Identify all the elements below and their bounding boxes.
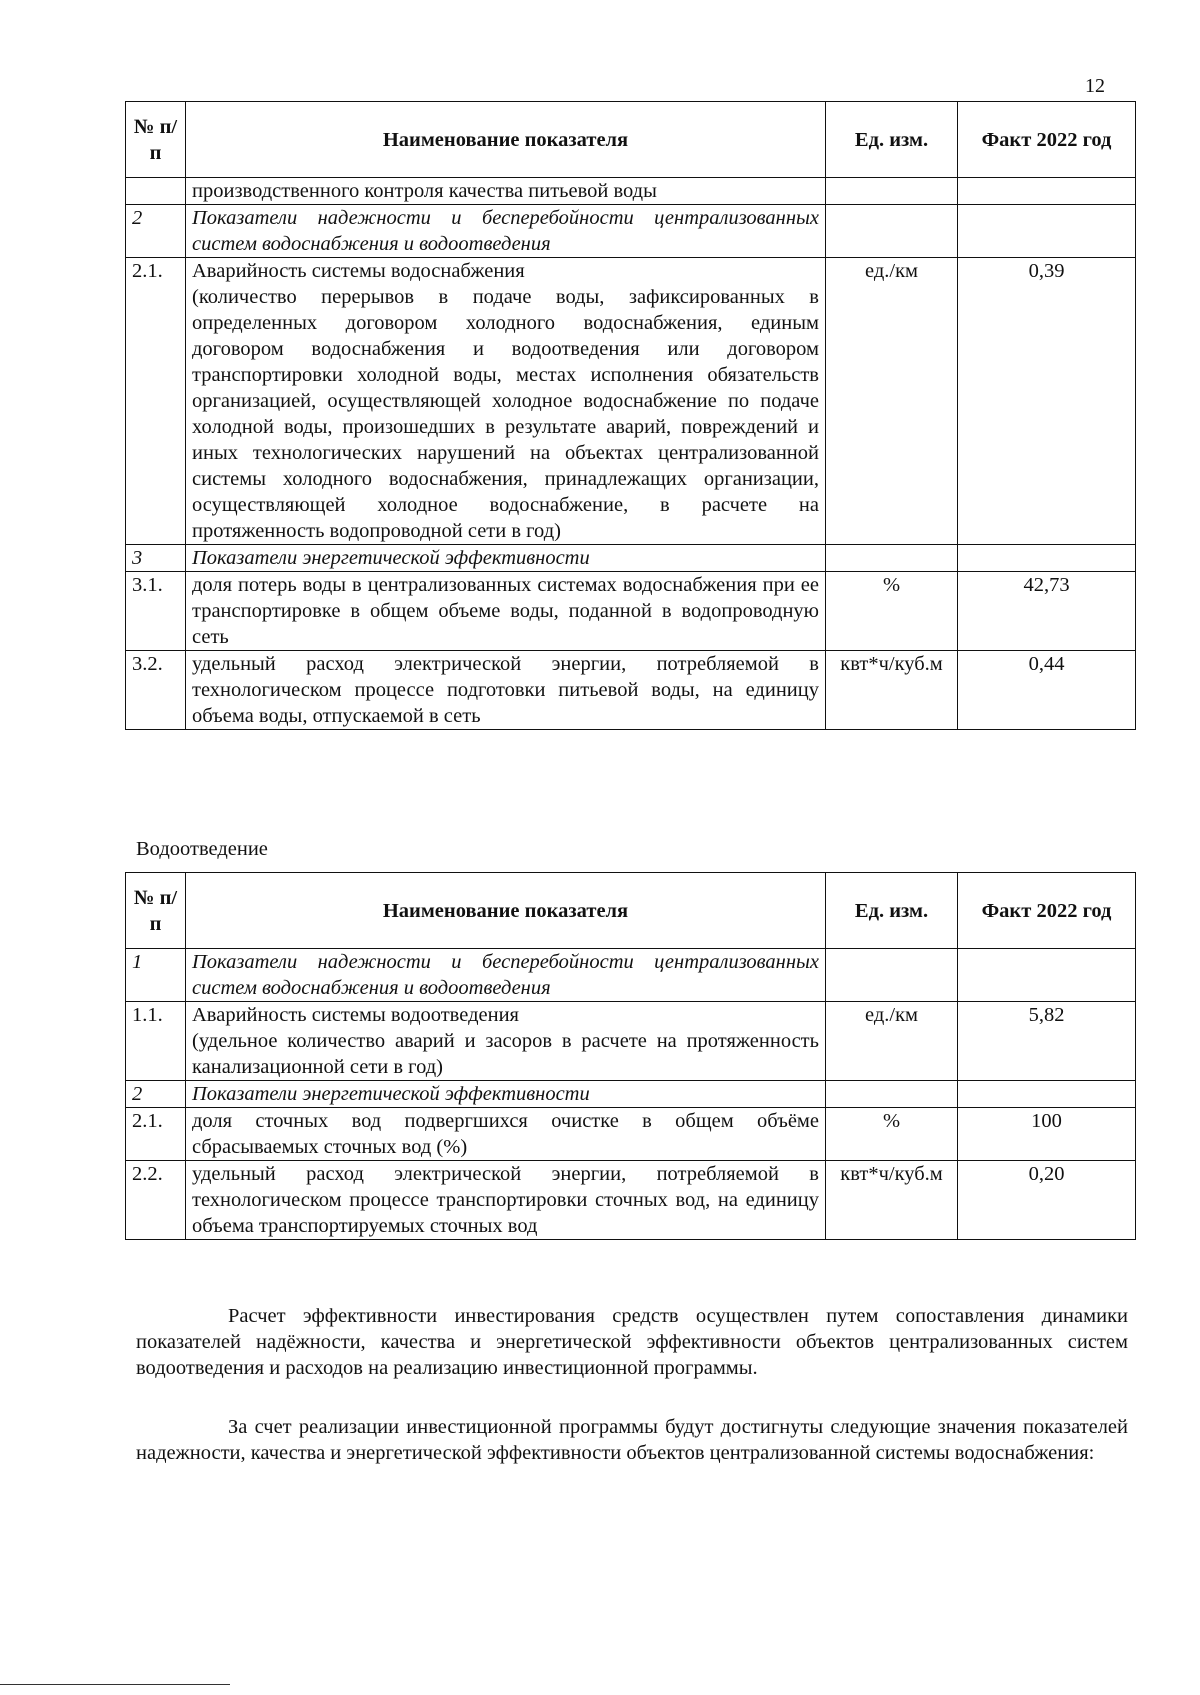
row-name-cell <box>186 258 826 545</box>
table-row <box>126 572 1136 651</box>
row-name: доля потерь воды в централизованных системах водоснабжения при ее транспортировке в общем объеме воды, поданной в водопроводную сеть <box>186 572 826 651</box>
row-value <box>958 545 1136 572</box>
row-num: 1.1. <box>126 1002 186 1081</box>
row-name-detail: (количество перерывов в подаче воды, зафиксированных в определенных договором холодного водоснабжения, единым договором водоснабжения и водоотведения или договором транспортировки холодной воды, местах исполнения обязательств организацией, осуществляющей холодное водоснабжение по подаче холодной воды, произошедших в результате аварий, повреждений и иных технологических нарушений на объектах централизованной системы холодного водоснабжения, принадлежащих организации, осуществляющей холодное водоснабжение, в расчете на протяженность водопроводной сети в год) <box>192 286 819 542</box>
row-unit: ед./км <box>826 258 958 545</box>
table-header-row <box>126 873 1136 949</box>
row-value <box>958 178 1136 205</box>
header-fact: Факт 2022 год <box>958 102 1136 178</box>
table-row <box>126 949 1136 1002</box>
row-unit <box>826 545 958 572</box>
table-row <box>126 258 1136 545</box>
row-num: 2.1. <box>126 1108 186 1161</box>
row-name: Аварийность системы водоснабжения <box>192 260 525 282</box>
table-row <box>126 1002 1136 1081</box>
row-name: производственного контроля качества питьевой воды <box>186 178 826 205</box>
header-unit: Ед. изм. <box>826 873 958 949</box>
row-unit: ед./км <box>826 1002 958 1081</box>
section-title-sewerage: Водоотведение <box>136 838 268 860</box>
row-unit: % <box>826 572 958 651</box>
row-name: Показатели энергетической эффективности <box>186 545 826 572</box>
header-name: Наименование показателя <box>186 873 826 949</box>
row-num: 3.2. <box>126 651 186 730</box>
row-num: 2.2. <box>126 1161 186 1240</box>
row-name: удельный расход электрической энергии, потребляемой в технологическом процессе подготовки питьевой воды, на единицу объема воды, отпускаемой в сеть <box>186 651 826 730</box>
row-num: 2 <box>126 1081 186 1108</box>
row-value: 42,73 <box>958 572 1136 651</box>
row-value: 100 <box>958 1108 1136 1161</box>
row-value: 0,20 <box>958 1161 1136 1240</box>
row-name: Показатели энергетической эффективности <box>186 1081 826 1108</box>
row-value <box>958 949 1136 1002</box>
row-unit: квт*ч/куб.м <box>826 651 958 730</box>
paragraph-efficiency-calculation: Расчет эффективности инвестирования средств осуществлен путем сопоставления динамики показателей надёжности, качества и энергетической эффективности объектов централизованных систем водоотведения и расходов на реализацию инвестиционной программы. <box>136 1305 1128 1379</box>
footer-rule <box>0 1684 230 1685</box>
row-num <box>126 178 186 205</box>
row-name: Показатели надежности и бесперебойности централизованных систем водоснабжения и водоотведения <box>186 949 826 1002</box>
row-name: удельный расход электрической энергии, потребляемой в технологическом процессе транспортировки сточных вод, на единицу объема транспортируемых сточных вод <box>186 1161 826 1240</box>
table-row <box>126 545 1136 572</box>
row-name-cell <box>186 1002 826 1081</box>
row-name-detail: (удельное количество аварий и засоров в расчете на протяженность канализационной сети в год) <box>192 1030 819 1078</box>
row-value: 5,82 <box>958 1002 1136 1081</box>
page-number: 12 <box>1085 75 1105 97</box>
header-unit: Ед. изм. <box>826 102 958 178</box>
table-row <box>126 205 1136 258</box>
header-num: № п/п <box>126 873 186 949</box>
table-row <box>126 1161 1136 1240</box>
header-fact: Факт 2022 год <box>958 873 1136 949</box>
sewerage-indicators-table <box>125 872 1136 1240</box>
table-row <box>126 651 1136 730</box>
row-value: 0,39 <box>958 258 1136 545</box>
row-value <box>958 1081 1136 1108</box>
table-row <box>126 1108 1136 1161</box>
row-name: Аварийность системы водоотведения <box>192 1004 519 1026</box>
table-header-row <box>126 102 1136 178</box>
header-num: № п/п <box>126 102 186 178</box>
row-unit <box>826 1081 958 1108</box>
row-unit: квт*ч/куб.м <box>826 1161 958 1240</box>
row-unit <box>826 205 958 258</box>
row-num: 3 <box>126 545 186 572</box>
paragraph-expected-values: За счет реализации инвестиционной программы будут достигнуты следующие значения показателей надежности, качества и энергетической эффективности объектов централизованной системы водоснабжения: <box>136 1416 1128 1464</box>
row-num: 1 <box>126 949 186 1002</box>
row-name: доля сточных вод подвергшихся очистке в общем объёме сбрасываемых сточных вод (%) <box>186 1108 826 1161</box>
row-unit <box>826 178 958 205</box>
header-name: Наименование показателя <box>186 102 826 178</box>
row-name: Показатели надежности и бесперебойности централизованных систем водоснабжения и водоотведения <box>186 205 826 258</box>
row-num: 2 <box>126 205 186 258</box>
row-value <box>958 205 1136 258</box>
table-row <box>126 1081 1136 1108</box>
row-unit <box>826 949 958 1002</box>
water-supply-indicators-table <box>125 101 1136 730</box>
row-unit: % <box>826 1108 958 1161</box>
row-num: 3.1. <box>126 572 186 651</box>
table-row <box>126 178 1136 205</box>
row-value: 0,44 <box>958 651 1136 730</box>
row-num: 2.1. <box>126 258 186 545</box>
